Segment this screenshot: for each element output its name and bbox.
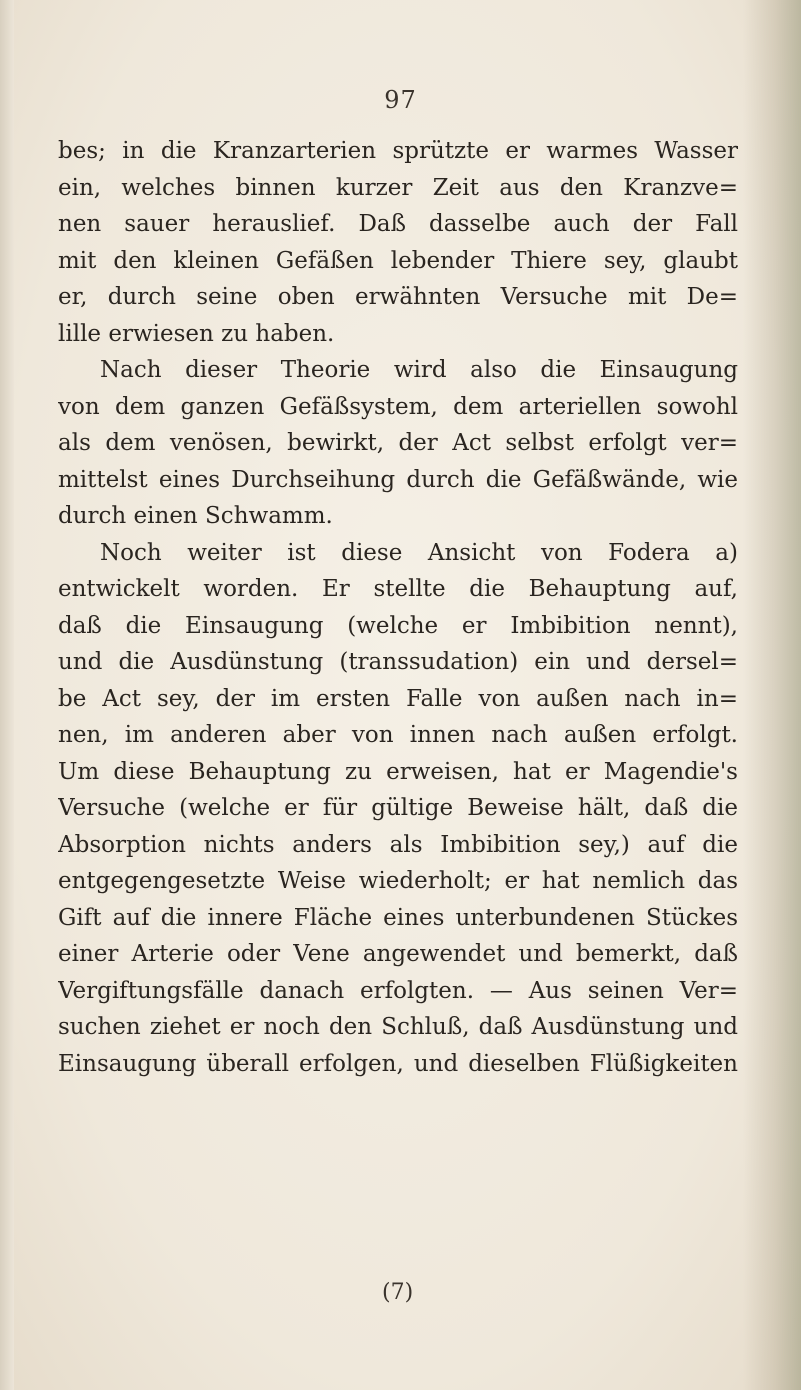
- text-line: Gift auf die innere Fläche eines unterbundenen Stückes: [58, 904, 738, 931]
- text-line: Nach dieser Theorie wird also die Einsaugung: [100, 357, 738, 383]
- text-line: ein, welches binnen kurzer Zeit aus den Kranzve=: [58, 174, 738, 201]
- text-line: Versuche (welche er für gültige Beweise hält, daß die: [58, 795, 738, 821]
- text-line: entgegengesetzte Weise wiederholt; er hat nemlich das: [58, 868, 738, 894]
- text-line: mittelst eines Durchseihung durch die Gefäßwände, wie: [58, 466, 738, 493]
- text-line: suchen ziehet er noch den Schluß, daß Ausdünstung und: [58, 1014, 738, 1040]
- text-line: durch einen Schwamm.: [58, 503, 333, 529]
- binding-gutter: [0, 0, 14, 1390]
- text-line: und die Ausdünstung (transsudation) ein und dersel=: [58, 649, 738, 675]
- text-line: Vergiftungsfälle danach erfolgten. — Aus seinen Ver=: [58, 977, 738, 1004]
- text-line: lille erwiesen zu haben.: [58, 320, 335, 347]
- text-line: als dem venösen, bewirkt, der Act selbst erfolgt ver=: [58, 430, 738, 456]
- text-line: von dem ganzen Gefäßsystem, dem arteriellen sowohl: [58, 393, 738, 420]
- page-number: 97: [384, 86, 417, 114]
- text-line: Noch weiter ist diese Ansicht von Fodera a): [100, 539, 738, 566]
- text-line: Einsaugung überall erfolgen, und dieselben Flüßigkeiten: [58, 1050, 738, 1077]
- page-edge-shadow: [743, 0, 801, 1390]
- body-text: [58, 133, 738, 1082]
- text-line: be Act sey, der im ersten Falle von außen nach in=: [58, 685, 738, 712]
- text-line: Um diese Behauptung zu erweisen, hat er Magendie's: [58, 758, 738, 785]
- text-line: nen sauer herauslief. Daß dasselbe auch der Fall: [58, 211, 738, 237]
- text-line: nen, im anderen aber von innen nach außen erfolgt.: [58, 722, 738, 748]
- text-line: Absorption nichts anders als Imbibition sey,) auf die: [58, 831, 738, 858]
- text-line: er, durch seine oben erwähnten Versuche mit De=: [58, 284, 738, 310]
- text-line: entwickelt worden. Er stellte die Behauptung auf,: [58, 576, 738, 602]
- text-line: mit den kleinen Gefäßen lebender Thiere sey, glaubt: [58, 247, 738, 274]
- text-line: bes; in die Kranzarterien sprützte er warmes Wasser: [58, 138, 738, 164]
- signature-mark: (7): [382, 1280, 414, 1305]
- text-line: einer Arterie oder Vene angewendet und bemerkt, daß: [58, 941, 738, 967]
- text-line: daß die Einsaugung (welche er Imbibition nennt),: [58, 612, 738, 639]
